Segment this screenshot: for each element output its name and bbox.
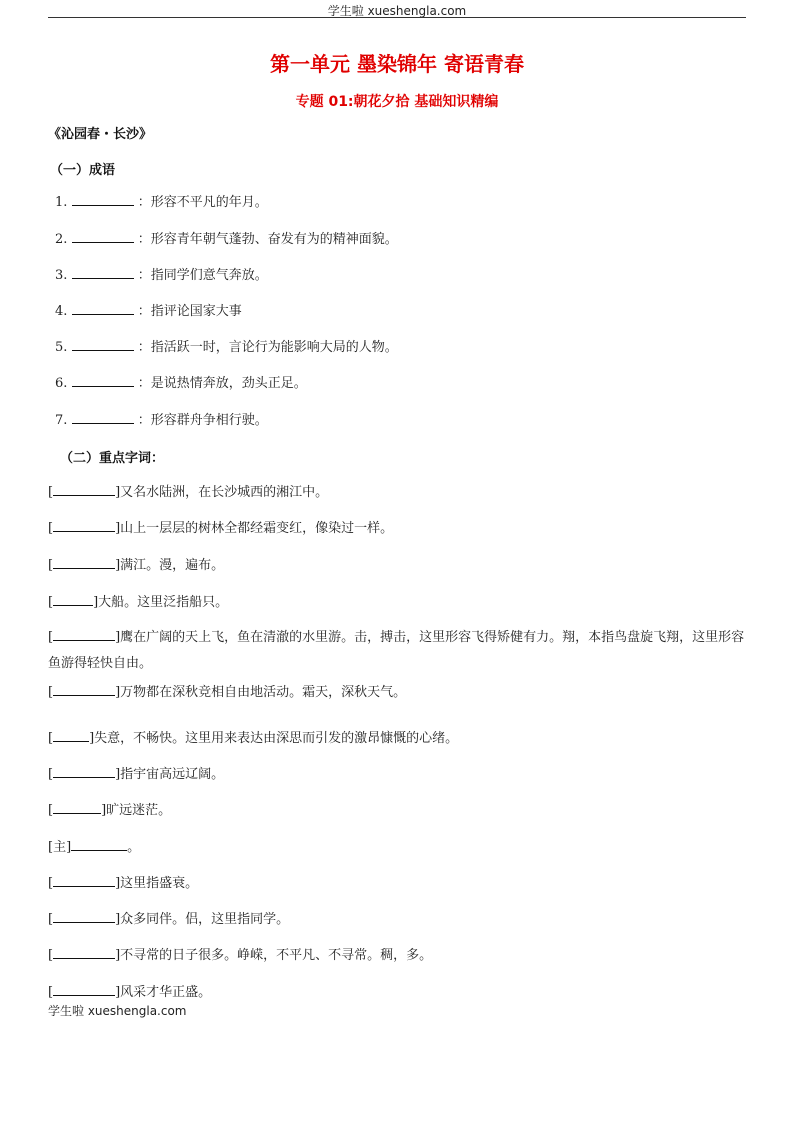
item-text: ：形容群舟争相行驶。 xyxy=(137,413,268,428)
item-number: 6. xyxy=(55,376,68,391)
keyword-item-13 xyxy=(48,945,432,966)
keyword-item-2 xyxy=(48,518,393,539)
keyword-item-1 xyxy=(48,482,328,503)
item-text: ：指同学们意气奔放。 xyxy=(137,268,268,283)
idiom-item-6 xyxy=(55,373,307,394)
answer-blank[interactable] xyxy=(53,482,115,496)
answer-blank[interactable] xyxy=(53,728,89,742)
item-text: ：形容不平凡的年月。 xyxy=(137,195,268,210)
item-text: 万物都在深秋竞相自由地活动。霜天，深秋天气。 xyxy=(120,685,407,700)
page-subtitle: 专题 01:朝花夕拾 基础知识精编 xyxy=(295,94,499,110)
bracket-open: [ xyxy=(48,876,54,891)
item-text: ：指活跃一时，言论行为能影响大局的人物。 xyxy=(137,340,398,355)
bracket-close: ] xyxy=(115,485,121,500)
answer-blank[interactable] xyxy=(53,800,101,814)
answer-blank[interactable] xyxy=(72,229,134,243)
section-keywords-heading: （二）重点字词： xyxy=(60,451,165,466)
bracket-open: [ xyxy=(48,685,54,700)
keyword-item-4 xyxy=(48,592,228,613)
keyword-item-8 xyxy=(48,764,224,785)
item-text: ：形容青年朝气蓬勃、奋发有为的精神面貌。 xyxy=(137,232,398,247)
item-text: 风采才华正盛。 xyxy=(120,985,212,1000)
bracket-open: [ xyxy=(48,485,54,500)
bracket-close: ] xyxy=(101,803,107,818)
answer-blank[interactable] xyxy=(72,192,134,206)
item-number: 5. xyxy=(55,340,68,355)
bracket-open: [ xyxy=(48,630,54,645)
keyword-item-5 xyxy=(48,625,748,677)
answer-blank[interactable] xyxy=(53,945,115,959)
bracket-close: ] xyxy=(89,731,95,746)
bracket-close: ] xyxy=(115,912,121,927)
answer-blank[interactable] xyxy=(53,592,93,606)
bracket-close: ] xyxy=(115,876,121,891)
item-text: ：是说热情奔放，劲头正足。 xyxy=(137,376,307,391)
keyword-item-10 xyxy=(48,837,140,858)
answer-blank[interactable] xyxy=(71,837,127,851)
item-text: 满江。漫，遍布。 xyxy=(120,558,225,573)
bracket-open: [ xyxy=(48,948,54,963)
idiom-item-3 xyxy=(55,265,268,286)
item-number: 7. xyxy=(55,413,68,428)
bracket-open: [ xyxy=(48,803,54,818)
bracket-open: [主] xyxy=(48,840,72,855)
keyword-item-11 xyxy=(48,873,198,894)
keyword-item-3 xyxy=(48,555,224,576)
answer-blank[interactable] xyxy=(72,373,134,387)
bracket-close: ] xyxy=(115,985,121,1000)
bracket-open: [ xyxy=(48,912,54,927)
item-text: 鹰在广阔的天上飞，鱼在清澈的水里游。击，搏击，这里形容飞得矫健有力。翔，本指鸟盘旋飞翔，这里形容鱼游得轻快自由。 xyxy=(48,630,745,671)
bracket-open: [ xyxy=(48,985,54,1000)
idiom-item-7 xyxy=(55,410,268,431)
item-text: 大船。这里泛指船只。 xyxy=(98,595,229,610)
bracket-open: [ xyxy=(48,595,54,610)
answer-blank[interactable] xyxy=(53,555,115,569)
section-idioms-heading: （一）成语 xyxy=(50,163,116,178)
item-number: 2. xyxy=(55,232,68,247)
item-text: 失意，不畅快。这里用来表达由深思而引发的激昂慷慨的心绪。 xyxy=(94,731,459,746)
item-text: ：指评论国家大事 xyxy=(137,304,242,319)
item-number: 3. xyxy=(55,268,68,283)
answer-blank[interactable] xyxy=(53,873,115,887)
keyword-item-7 xyxy=(48,728,458,749)
answer-blank[interactable] xyxy=(72,265,134,279)
idiom-item-4 xyxy=(55,301,242,322)
bracket-open: [ xyxy=(48,521,54,536)
bracket-close: ] xyxy=(115,685,121,700)
item-number: 4. xyxy=(55,304,68,319)
item-text: 旷远迷茫。 xyxy=(106,803,172,818)
answer-blank[interactable] xyxy=(53,764,115,778)
answer-blank[interactable] xyxy=(72,337,134,351)
answer-blank[interactable] xyxy=(53,518,115,532)
bracket-open: [ xyxy=(48,767,54,782)
idiom-item-1 xyxy=(55,192,268,213)
keyword-item-14 xyxy=(48,982,211,1003)
bracket-open: [ xyxy=(48,558,54,573)
bracket-open: [ xyxy=(48,731,54,746)
bracket-close: ] xyxy=(115,948,121,963)
answer-blank[interactable] xyxy=(72,410,134,424)
header-rule xyxy=(48,17,746,18)
item-text: 不寻常的日子很多。峥嵘，不平凡、不寻常。稠，多。 xyxy=(120,948,433,963)
item-text: 。 xyxy=(127,840,141,855)
footer-site-name[interactable]: 学生啦 xueshengla.com xyxy=(48,1004,187,1018)
keyword-item-12 xyxy=(48,909,289,930)
item-text: 这里指盛衰。 xyxy=(120,876,199,891)
poem-title: 《沁园春・长沙》 xyxy=(48,127,153,142)
item-text: 又名水陆洲，在长沙城西的湘江中。 xyxy=(120,485,329,500)
item-text: 山上一层层的树林全都经霜变红，像染过一样。 xyxy=(120,521,394,536)
page-title: 第一单元 墨染锦年 寄语青春 xyxy=(270,52,524,76)
bracket-close: ] xyxy=(115,630,121,645)
header-site-name[interactable]: 学生啦 xueshengla.com xyxy=(327,4,467,18)
bracket-close: ] xyxy=(115,767,121,782)
answer-blank[interactable] xyxy=(53,982,115,996)
bracket-close: ] xyxy=(93,595,99,610)
answer-blank[interactable] xyxy=(53,627,115,641)
keyword-item-9 xyxy=(48,800,171,821)
answer-blank[interactable] xyxy=(53,909,115,923)
idiom-item-5 xyxy=(55,337,398,358)
bracket-close: ] xyxy=(115,521,121,536)
item-text: 众多同伴。侣，这里指同学。 xyxy=(120,912,290,927)
idiom-item-2 xyxy=(55,229,398,250)
answer-blank[interactable] xyxy=(53,682,115,696)
keyword-item-6 xyxy=(48,682,406,703)
item-text: 指宇宙高远辽阔。 xyxy=(120,767,225,782)
item-number: 1. xyxy=(55,195,68,210)
bracket-close: ] xyxy=(115,558,121,573)
answer-blank[interactable] xyxy=(72,301,134,315)
